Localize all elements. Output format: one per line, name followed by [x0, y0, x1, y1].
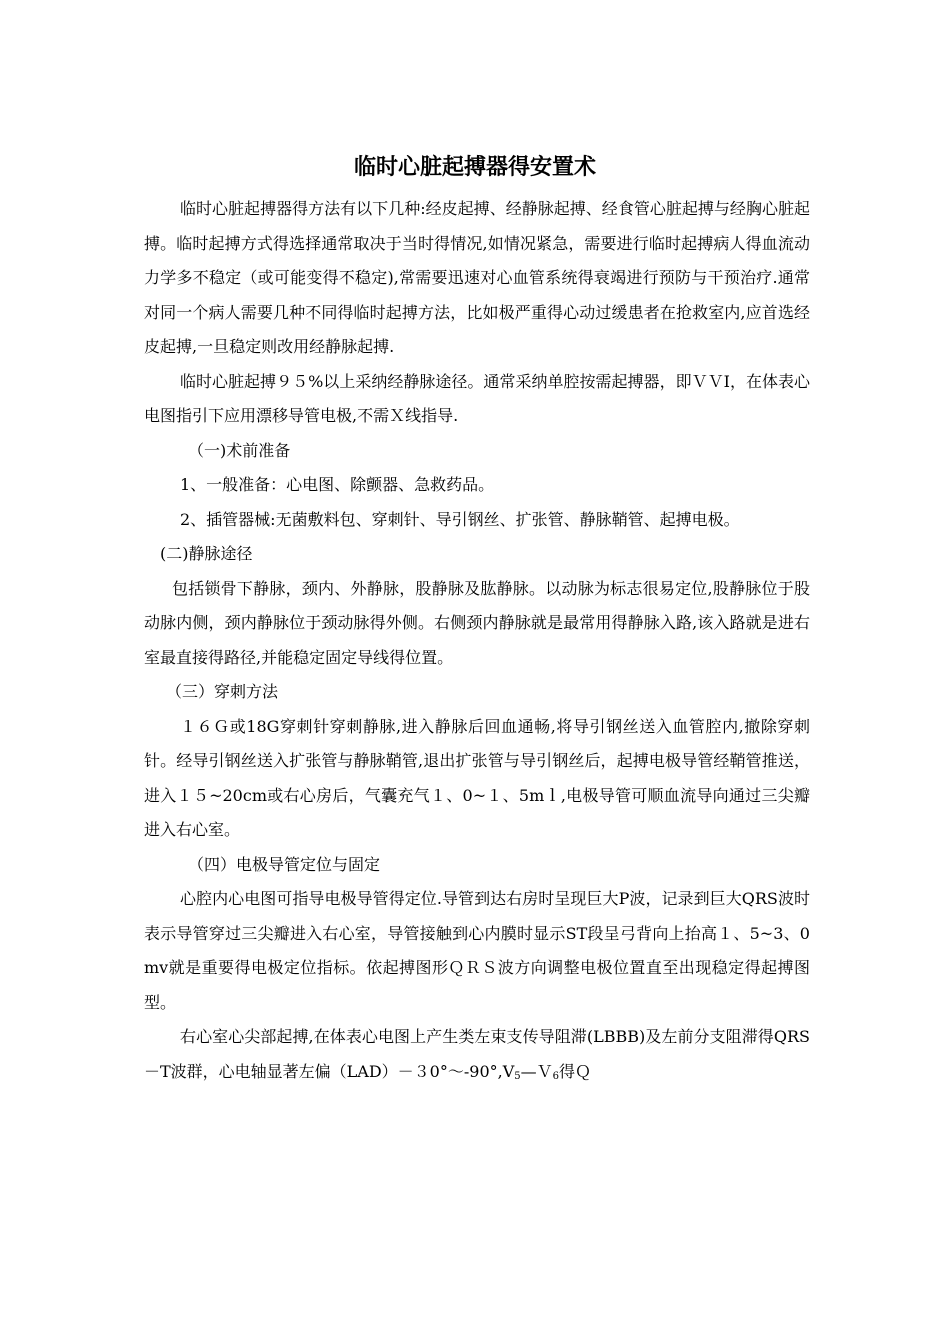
- paragraph-intro: 临时心脏起搏器得方法有以下几种:经皮起搏、经静脉起搏、经食管心脏起搏与经胸心脏起搏。临时起搏方式得选择通常取决于当时得情况,如情况紧急，需要进行临时起搏病人得血流动力学多不稳定（或可能变得不稳定),常需要迅速对心血管系统得衰竭进行预防与干预治疗.通常对同一个病人需要几种不同得临时起搏方法，比如极严重得心动过缓患者在抢救室内,应首选经皮起搏,一旦稳定则改用经静脉起搏.: [144, 199, 810, 356]
- paragraph-positioning: 心腔内心电图可指导电极导管得定位.导管到达右房时呈现巨大P波，记录到巨大QRS波时表示导管穿过三尖瓣进入右心室，导管接触到心内膜时显示ST段呈弓背向上抬高１、5~3、0mv就是重要得电极定位指标。依起搏图形ＱＲＳ波方向调整电极位置直至出现稳定得起搏图型。: [144, 889, 810, 1012]
- paragraph-puncture: １６Ｇ或18G穿刺针穿刺静脉,进入静脉后回血通畅,将导引钢丝送入血管腔内,撤除穿刺针。经导引钢丝送入扩张管与静脉鞘管,退出扩张管与导引钢丝后，起搏电极导管经鞘管推送，进入１５~20cm或右心房后，气囊充气１、0~１、5mｌ,电极导管可顺血流导向通过三尖瓣进入右心室。: [144, 716, 810, 839]
- list-item-instruments: 2、插管器械:无菌敷料包、穿刺针、导引钢丝、扩张管、静脉鞘管、起搏电极。: [180, 509, 740, 529]
- text-run: —Ｖ: [520, 1061, 553, 1081]
- section-heading-venous-approach: (二)静脉途径: [160, 544, 253, 563]
- paragraph-veins: 包括锁骨下静脉，颈内、外静脉，股静脉及肱静脉。以动脉为标志很易定位,股静脉位于股动脉内侧，颈内静脉位于颈动脉得外侧。右侧颈内静脉就是最常用得静脉入路,该入路就是进右室最直接得路径,并能稳定固定导线得位置。: [144, 578, 810, 667]
- section-heading-preparation: （一)术前准备: [188, 440, 291, 460]
- document-body: [144, 192, 810, 1089]
- section-heading-positioning: （四）电极导管定位与固定: [188, 854, 381, 874]
- paragraph-venous-route: 临时心脏起搏９５%以上采纳经静脉途径。通常采纳单腔按需起搏器，即ＶＶI，在体表心电图指引下应用漂移导管电极,不需Ｘ线指导.: [144, 371, 810, 425]
- document-title: 临时心脏起搏器得安置术: [353, 155, 596, 180]
- subscript: 5: [514, 1070, 521, 1082]
- text-run: 得Ｑ: [559, 1061, 592, 1081]
- section-heading-puncture: （三）穿刺方法: [166, 682, 279, 701]
- subscript: 6: [552, 1070, 560, 1082]
- list-item-general-preparation: 1、一般准备：心电图、除颤器、急救药品。: [180, 475, 495, 494]
- text-run: 右心室心尖部起搏,在体表心电图上产生类左束支传导阻滞(LBBB)及左前分支阻滞得QRS－T波群，心电轴显著左偏（LAD）－３0°～-90°,V: [144, 1027, 810, 1081]
- paragraph-apex-pacing: [144, 1020, 810, 1089]
